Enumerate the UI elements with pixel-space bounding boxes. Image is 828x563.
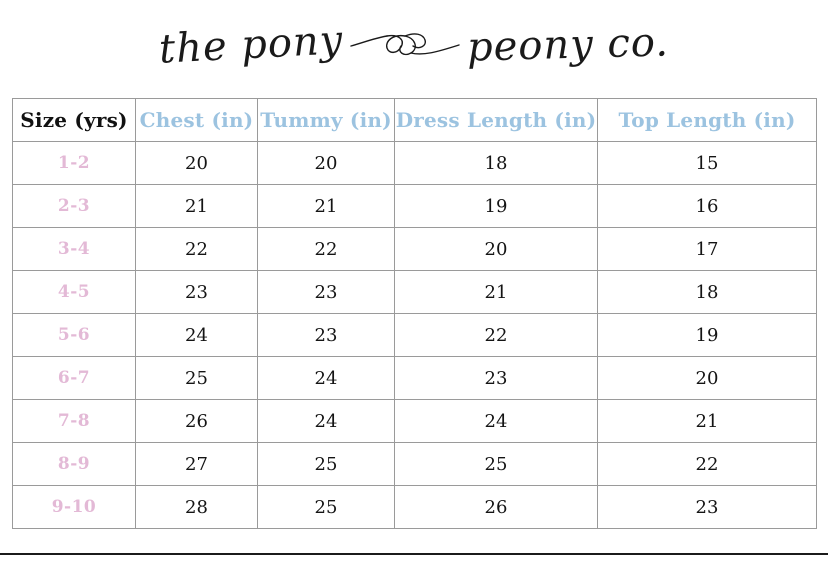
table-row: [13, 185, 817, 228]
cell-tummy: 25: [258, 486, 395, 529]
table-header: [13, 99, 817, 142]
cell-tummy: 24: [258, 357, 395, 400]
cell-top-length: 18: [598, 271, 817, 314]
cell-top-length: 20: [598, 357, 817, 400]
cell-tummy: 23: [258, 271, 395, 314]
cell-chest: 24: [136, 314, 258, 357]
brand-word-left: the pony: [157, 17, 345, 73]
cell-tummy: 24: [258, 400, 395, 443]
cell-chest: 26: [136, 400, 258, 443]
cell-top-length: 22: [598, 443, 817, 486]
cell-dress-length: 25: [395, 443, 598, 486]
cell-size: 6-7: [13, 357, 136, 400]
cell-chest: 22: [136, 228, 258, 271]
cell-tummy: 20: [258, 142, 395, 185]
brand-word-right: peony co.: [466, 19, 670, 71]
table-row: [13, 357, 817, 400]
cell-size: 5-6: [13, 314, 136, 357]
cell-top-length: 16: [598, 185, 817, 228]
column-header-dress-length: Dress Length (in): [395, 99, 598, 142]
bottom-divider: [0, 553, 828, 555]
cell-dress-length: 26: [395, 486, 598, 529]
cell-size: 4-5: [13, 271, 136, 314]
cell-size: 9-10: [13, 486, 136, 529]
cell-chest: 27: [136, 443, 258, 486]
table-row: [13, 443, 817, 486]
cell-size: 1-2: [13, 142, 136, 185]
column-header-chest: Chest (in): [136, 99, 258, 142]
cell-size: 2-3: [13, 185, 136, 228]
cell-tummy: 23: [258, 314, 395, 357]
cell-top-length: 23: [598, 486, 817, 529]
column-header-top-length: Top Length (in): [598, 99, 817, 142]
cell-dress-length: 18: [395, 142, 598, 185]
cell-chest: 25: [136, 357, 258, 400]
cell-dress-length: 24: [395, 400, 598, 443]
cell-chest: 20: [136, 142, 258, 185]
brand-logo: [0, 0, 828, 98]
table-row: [13, 400, 817, 443]
cell-top-length: 17: [598, 228, 817, 271]
cell-chest: 21: [136, 185, 258, 228]
cell-size: 7-8: [13, 400, 136, 443]
cell-top-length: 15: [598, 142, 817, 185]
table-row: [13, 314, 817, 357]
cell-dress-length: 20: [395, 228, 598, 271]
cell-dress-length: 19: [395, 185, 598, 228]
brand-logo-inner: [157, 17, 670, 73]
cell-top-length: 19: [598, 314, 817, 357]
cell-top-length: 21: [598, 400, 817, 443]
cell-tummy: 21: [258, 185, 395, 228]
ampersand-flourish-icon: [349, 22, 461, 68]
cell-dress-length: 22: [395, 314, 598, 357]
table-row: [13, 142, 817, 185]
cell-tummy: 22: [258, 228, 395, 271]
cell-tummy: 25: [258, 443, 395, 486]
size-chart-table: [12, 98, 817, 529]
cell-chest: 23: [136, 271, 258, 314]
column-header-size: Size (yrs): [13, 99, 136, 142]
column-header-tummy: Tummy (in): [258, 99, 395, 142]
cell-size: 8-9: [13, 443, 136, 486]
cell-dress-length: 23: [395, 357, 598, 400]
cell-size: 3-4: [13, 228, 136, 271]
cell-dress-length: 21: [395, 271, 598, 314]
table-row: [13, 486, 817, 529]
cell-chest: 28: [136, 486, 258, 529]
table-row: [13, 271, 817, 314]
table-row: [13, 228, 817, 271]
table-body: [13, 142, 817, 529]
size-chart-table-wrapper: [0, 98, 828, 529]
table-header-row: [13, 99, 817, 142]
